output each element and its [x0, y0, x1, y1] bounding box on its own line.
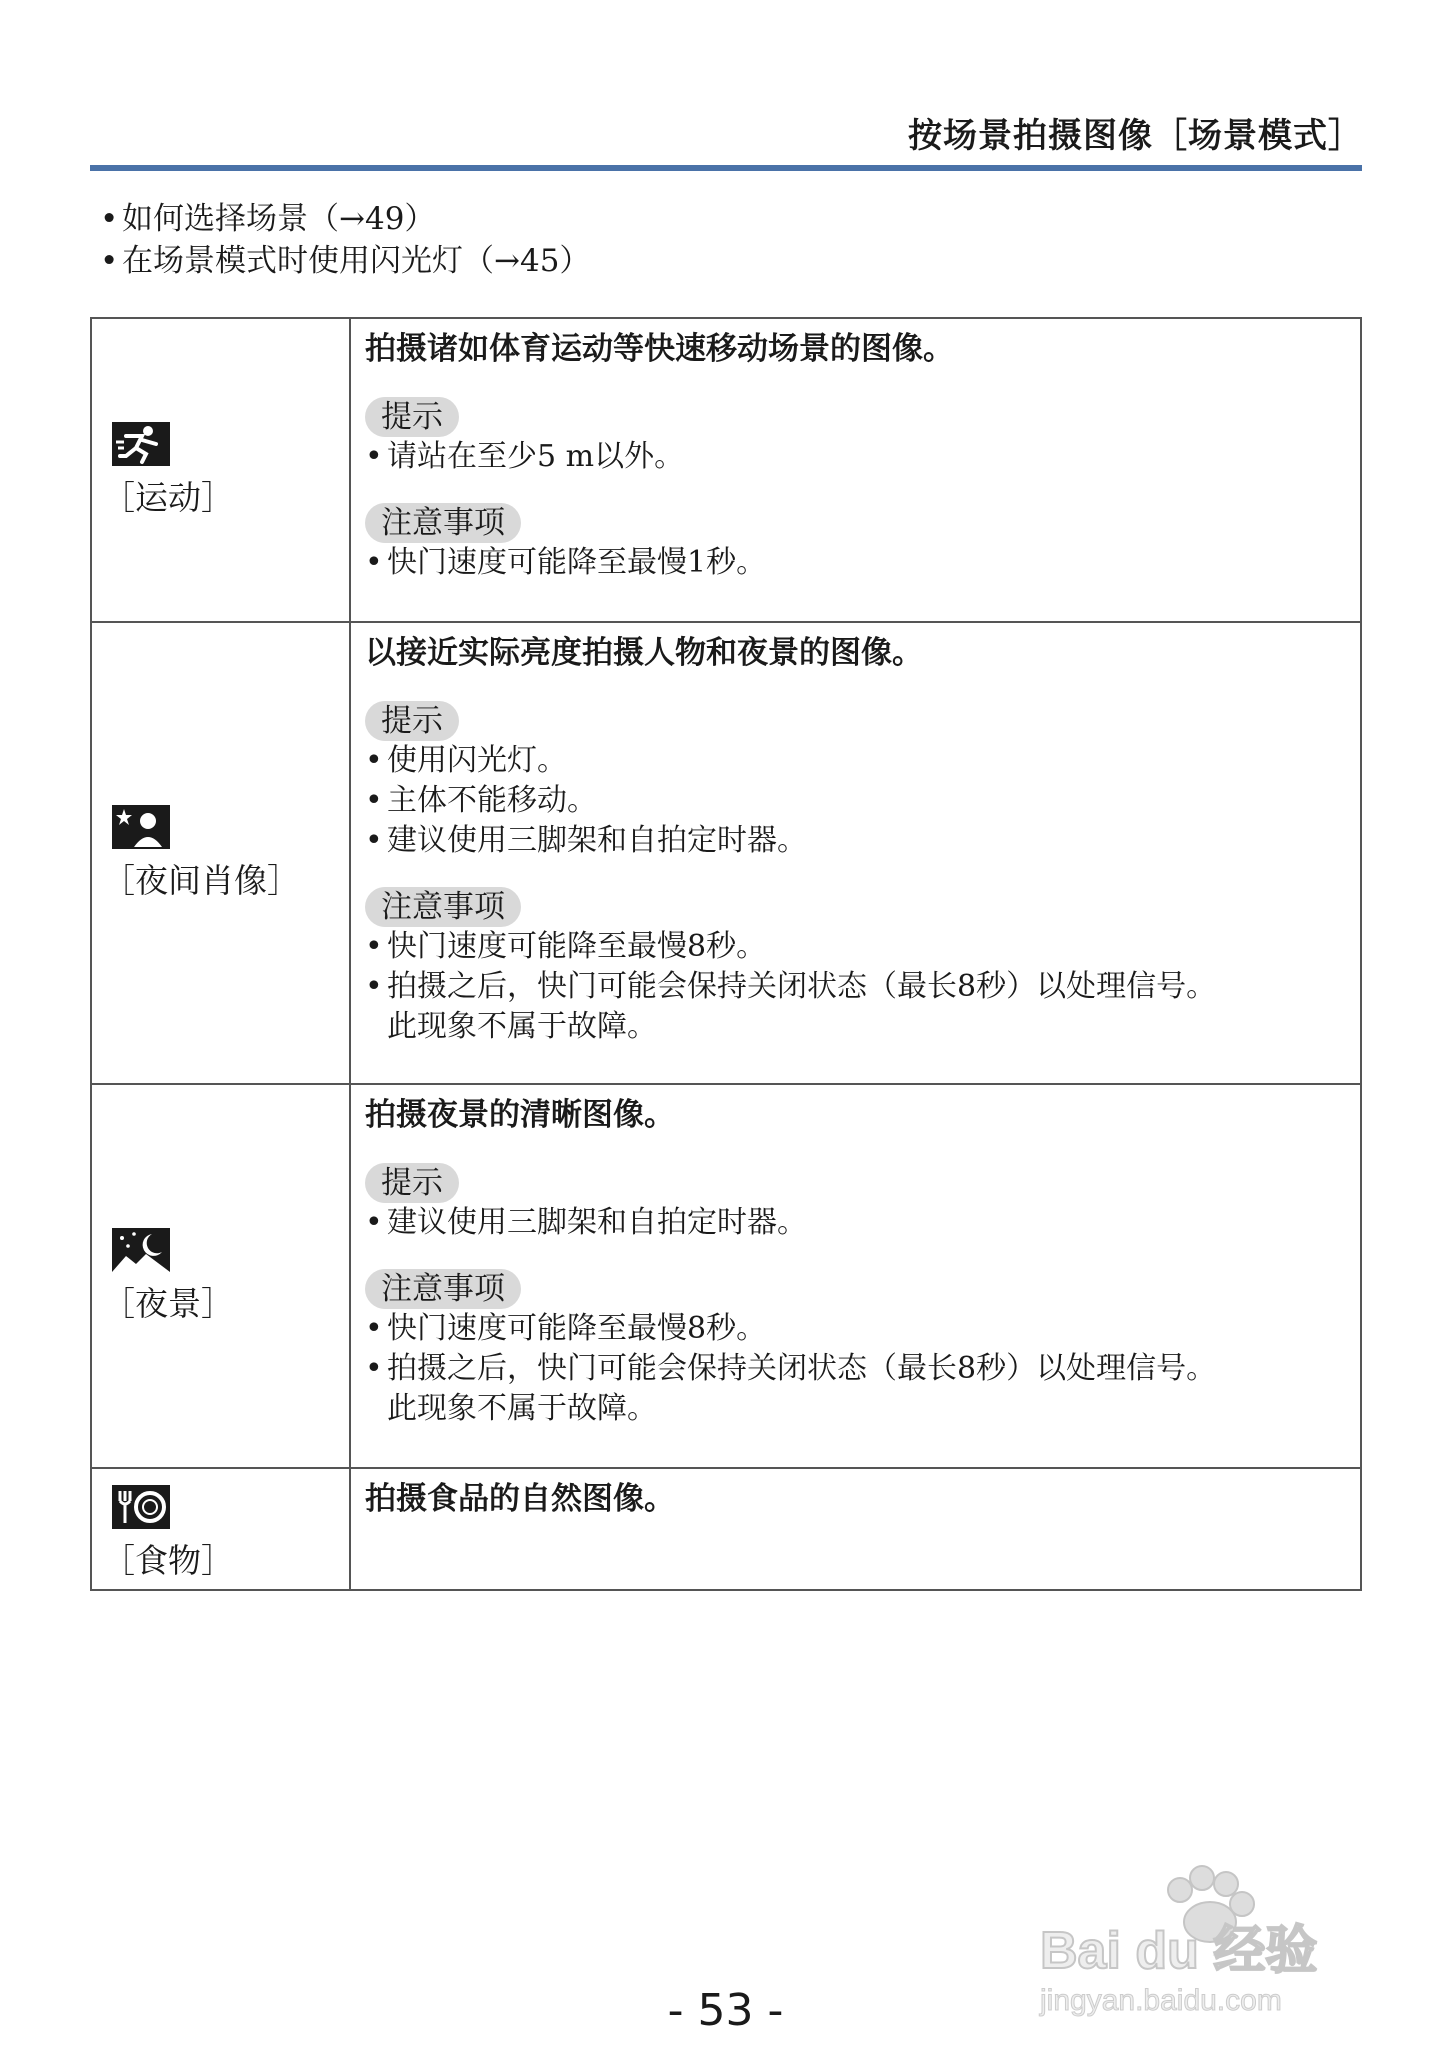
description-cell [350, 1468, 1361, 1590]
mode-name: ［夜间肖像］ [102, 860, 300, 900]
description-cell [350, 1084, 1361, 1468]
tips-badge: 提示 [365, 701, 459, 741]
bullet: • [100, 201, 119, 237]
scene-title: 拍摄诸如体育运动等快速移动场景的图像。 [365, 331, 954, 367]
list-item: • 快门速度可能降至最慢8秒。 [365, 1311, 767, 1346]
list-item: • 拍摄之后，快门可能会保持关闭状态（最长8秒）以处理信号。 [365, 969, 1217, 1004]
header-divider [90, 165, 1362, 171]
cautions-badge: 注意事项 [365, 887, 521, 927]
table-row [91, 622, 1361, 1084]
intro-list [100, 198, 590, 282]
description-cell [350, 318, 1361, 622]
bullet: • [100, 243, 119, 279]
list-item: • 建议使用三脚架和自拍定时器。 [365, 823, 807, 858]
mode-name: ［夜景］ [102, 1283, 234, 1323]
tips-badge: 提示 [365, 1163, 459, 1203]
mode-cell [91, 1468, 350, 1590]
list-item: • 主体不能移动。 [365, 783, 597, 818]
table-row [91, 318, 1361, 622]
tips-badge: 提示 [365, 397, 459, 437]
intro-item: • 如何选择场景（→49） [100, 198, 590, 240]
list-item-continuation: 此现象不属于故障。 [387, 1009, 657, 1044]
watermark-url: jingyan.baidu.com [1040, 1984, 1282, 2017]
food-icon [112, 1485, 170, 1529]
mode-cell [91, 318, 350, 622]
table-row [91, 1084, 1361, 1468]
table-row [91, 1468, 1361, 1590]
list-item-continuation: 此现象不属于故障。 [387, 1391, 657, 1426]
scene-table [90, 317, 1362, 1591]
cautions-badge: 注意事项 [365, 503, 521, 543]
list-item: • 使用闪光灯。 [365, 743, 567, 778]
list-item: • 快门速度可能降至最慢8秒。 [365, 929, 767, 964]
mode-name: ［运动］ [102, 477, 234, 517]
cautions-badge: 注意事项 [365, 1269, 521, 1309]
sports-running-icon [112, 422, 170, 466]
night-portrait-icon [112, 805, 170, 849]
page-header-title: 按场景拍摄图像［场景模式］ [908, 116, 1363, 156]
list-item: • 请站在至少5 m以外。 [365, 439, 685, 474]
list-item: • 拍摄之后，快门可能会保持关闭状态（最长8秒）以处理信号。 [365, 1351, 1217, 1386]
page-number: - 53 - [667, 1985, 784, 2036]
intro-item: • 在场景模式时使用闪光灯（→45） [100, 240, 590, 282]
mode-cell [91, 622, 350, 1084]
night-scenery-icon [112, 1228, 170, 1272]
list-item: • 快门速度可能降至最慢1秒。 [365, 545, 767, 580]
mode-name: ［食物］ [102, 1540, 234, 1580]
list-item: • 建议使用三脚架和自拍定时器。 [365, 1205, 807, 1240]
scene-title: 以接近实际亮度拍摄人物和夜景的图像。 [365, 635, 923, 671]
scene-title: 拍摄夜景的清晰图像。 [365, 1097, 675, 1133]
scene-title: 拍摄食品的自然图像。 [365, 1481, 675, 1517]
description-cell [350, 622, 1361, 1084]
mode-cell [91, 1084, 350, 1468]
watermark-brand: Bai du 经验 [1040, 1922, 1318, 1980]
